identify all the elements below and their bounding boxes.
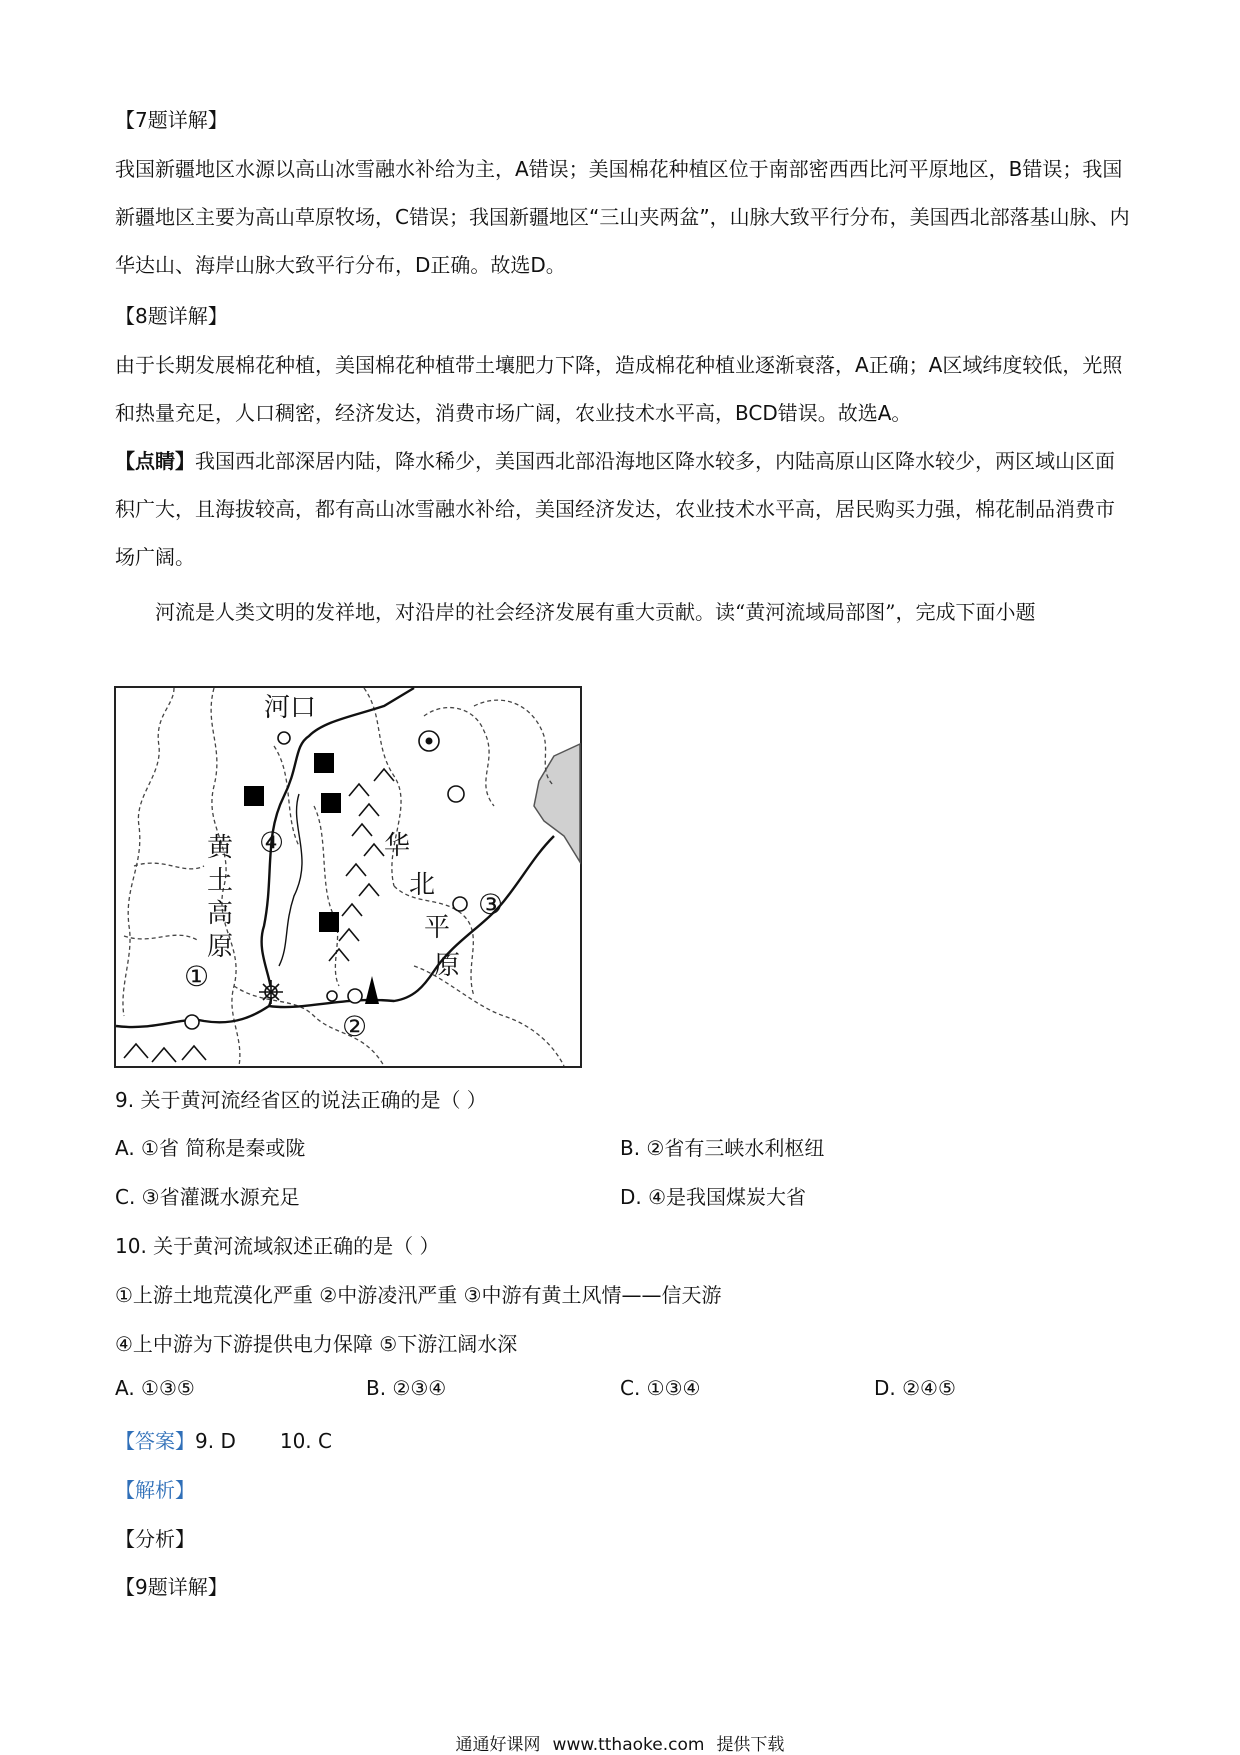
jiexi-heading: 【解析】 <box>115 1478 195 1502</box>
answer-label: 【答案】 <box>115 1429 195 1453</box>
section-8-heading: 【8题详解】 <box>115 304 228 328</box>
q9-option-b[interactable]: B. ②省有三峡水利枢纽 <box>620 1136 825 1160</box>
label-huabei-1: 华 <box>384 831 411 861</box>
label-province-3: ③ <box>478 888 504 921</box>
label-huabei-2: 北 <box>409 870 436 900</box>
footer-site: 通通好课网 <box>455 1735 541 1755</box>
page-footer <box>0 1730 1240 1755</box>
footer-url[interactable]: www.tthaoke.com <box>552 1735 705 1755</box>
label-huangtu-2: 土 <box>207 866 234 896</box>
dianjing-label: 【点睛】 <box>115 449 195 473</box>
answer-line <box>115 1425 332 1454</box>
q9-stem: 9. 关于黄河流经省区的说法正确的是（ ） <box>115 1088 487 1112</box>
section-7-heading: 【7题详解】 <box>115 108 228 132</box>
q10-option-a[interactable]: A. ①③⑤ <box>115 1376 195 1400</box>
q9-option-a[interactable]: A. ①省 简称是秦或陇 <box>115 1136 306 1160</box>
label-huangtu-4: 原 <box>207 932 234 962</box>
q10-items-2: ④上中游为下游提供电力保障 ⑤下游江阔水深 <box>115 1332 518 1356</box>
label-huangtu-3: 高 <box>207 899 234 929</box>
q9-option-d[interactable]: D. ④是我国煤炭大省 <box>620 1185 807 1209</box>
q10-items-1: ①上游土地荒漠化严重 ②中游凌汛严重 ③中游有黄土风情——信天游 <box>115 1283 722 1307</box>
label-huangtu-1: 黄 <box>207 833 234 863</box>
q10-stem: 10. 关于黄河流域叙述正确的是（ ） <box>115 1234 440 1258</box>
section-9-heading: 【9题详解】 <box>115 1575 228 1599</box>
intro-text: 河流是人类文明的发祥地，对沿岸的社会经济发展有重大贡献。读“黄河流域局部图”，完成下面小题 <box>155 600 1036 624</box>
label-province-4: ④ <box>259 826 285 859</box>
dianjing-text: 我国西北部深居内陆，降水稀少，美国西北部沿海地区降水较多，内陆高原山区降水较少，两区域山区面积广大，且海拔较高，都有高山冰雪融水补给，美国经济发达，农业技术水平高，居民购买力强，棉花制品消费市场广阔。 <box>115 449 1115 569</box>
q9-option-c[interactable]: C. ③省灌溉水源充足 <box>115 1185 300 1209</box>
footer-note: 提供下载 <box>716 1735 785 1755</box>
q10-option-d[interactable]: D. ②④⑤ <box>874 1376 956 1400</box>
answer-10: 10. C <box>279 1429 332 1453</box>
answer-9: 9. D <box>195 1429 236 1453</box>
capital-icon <box>419 731 439 751</box>
label-hekou: 河口 <box>264 693 317 723</box>
yellow-river-map <box>114 686 582 1068</box>
dianjing-paragraph <box>115 437 1130 581</box>
q10-option-c[interactable]: C. ①③④ <box>620 1376 701 1400</box>
section-8-text: 由于长期发展棉花种植，美国棉花种植带土壤肥力下降，造成棉花种植业逐渐衰落，A正确；A区域纬度较低，光照和热量充足，人口稠密，经济发达，消费市场广阔，农业技术水平高，BCD错误。故选A。 <box>115 353 1123 425</box>
fenxi-heading: 【分析】 <box>115 1527 195 1551</box>
label-province-1: ① <box>184 960 210 993</box>
q10-option-b[interactable]: B. ②③④ <box>366 1376 447 1400</box>
label-province-2: ② <box>342 1010 368 1043</box>
section-7-text: 我国新疆地区水源以高山冰雪融水补给为主，A错误；美国棉花种植区位于南部密西西比河平原地区，B错误；我国新疆地区主要为高山草原牧场，C错误；我国新疆地区“三山夹两盆”，山脉大致平行分布，美国西北部落基山脉、内华达山、海岸山脉大致平行分布，D正确。故选D。 <box>115 157 1130 277</box>
label-huabei-4: 原 <box>434 951 461 981</box>
label-huabei-3: 平 <box>424 913 451 943</box>
